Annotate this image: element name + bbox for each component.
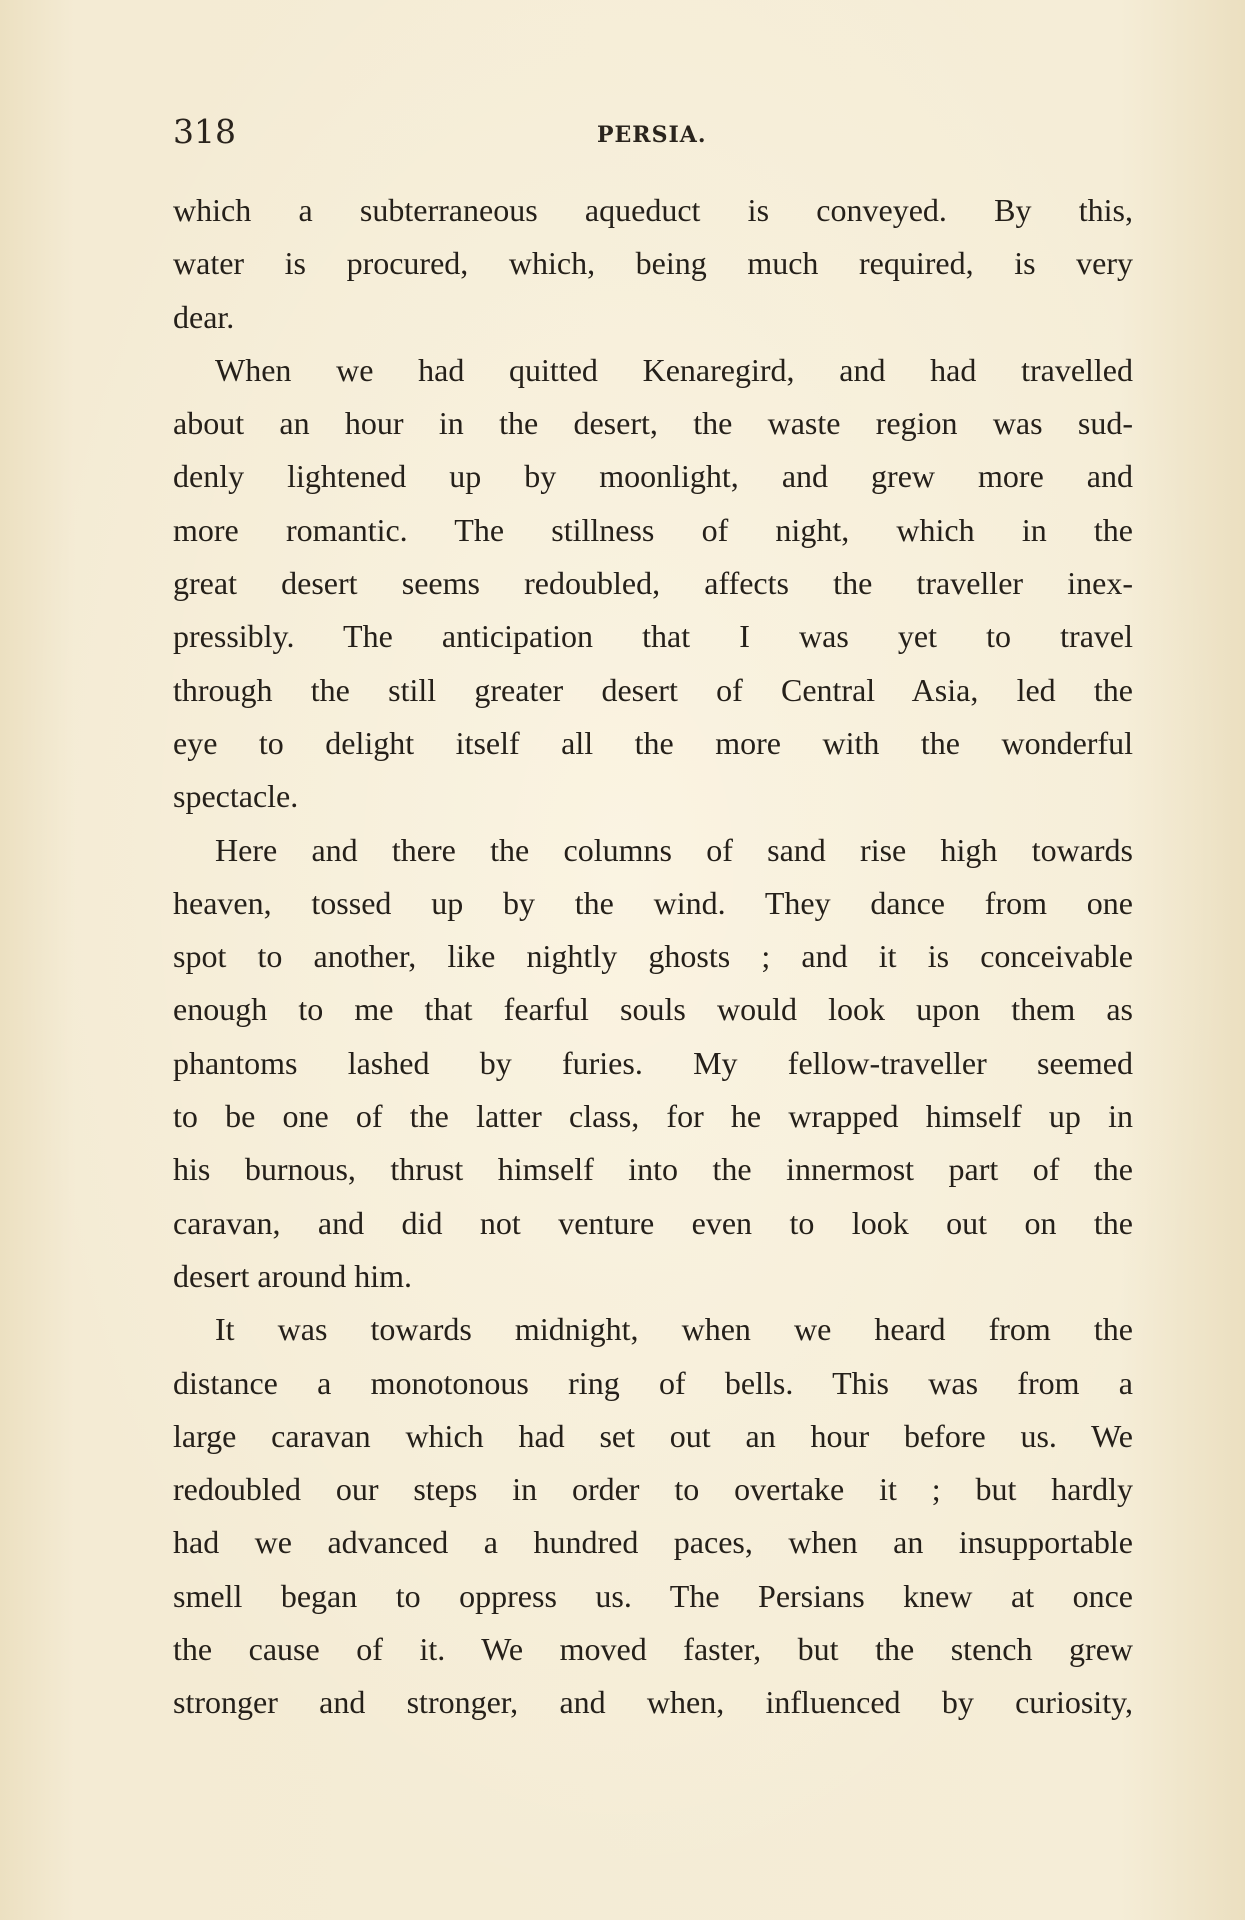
text-line: denly lightened up by moonlight, and grew more and <box>173 458 1133 495</box>
text-line: distance a monotonous ring of bells. This was from a <box>173 1364 1133 1401</box>
text-line: enough to me that fearful souls would look upon them as <box>173 991 1133 1028</box>
text-line: great desert seems redoubled, affects the traveller inex- <box>173 565 1133 602</box>
running-head <box>173 112 1133 162</box>
page-number: 318 <box>173 112 236 151</box>
text-line: the cause of it. We moved faster, but the stench grew <box>173 1631 1133 1668</box>
text-line: It was towards midnight, when we heard from the <box>215 1311 1133 1348</box>
text-line: stronger and stronger, and when, influenced by curiosity, <box>173 1684 1133 1721</box>
text-line: which a subterraneous aqueduct is conveyed. By this, <box>173 192 1133 228</box>
body-text <box>173 184 1133 1730</box>
text-line: caravan, and did not venture even to look out on the <box>173 1204 1133 1241</box>
text-line: more romantic. The stillness of night, which in the <box>173 511 1133 548</box>
text-line: large caravan which had set out an hour before us. We <box>173 1417 1133 1454</box>
text-line: eye to delight itself all the more with the wonderful <box>173 724 1133 761</box>
text-line: water is procured, which, being much required, is very <box>173 245 1133 282</box>
text-line: When we had quitted Kenaregird, and had travelled <box>215 351 1133 388</box>
text-line: heaven, tossed up by the wind. They dance from one <box>173 884 1133 921</box>
text-line: about an hour in the desert, the waste region was sud- <box>173 405 1133 442</box>
text-line: phantoms lashed by furies. My fellow-traveller seemed <box>173 1044 1133 1081</box>
text-line: spot to another, like nightly ghosts ; and it is conceivable <box>173 938 1133 975</box>
text-line: spectacle. <box>173 778 299 815</box>
text-line: pressibly. The anticipation that I was yet to travel <box>173 618 1133 655</box>
text-line: desert around him. <box>173 1257 413 1294</box>
text-line: Here and there the columns of sand rise high towards <box>215 831 1133 868</box>
text-line: smell began to oppress us. The Persians knew at once <box>173 1577 1133 1614</box>
text-line: his burnous, thrust himself into the innermost part of the <box>173 1151 1133 1188</box>
running-title: PERSIA. <box>597 122 707 148</box>
text-line: dear. <box>173 298 235 335</box>
text-line: redoubled our steps in order to overtake it ; but hardly <box>173 1471 1133 1508</box>
text-line: to be one of the latter class, for he wrapped himself up in <box>173 1098 1133 1135</box>
text-line: through the still greater desert of Central Asia, led the <box>173 671 1133 708</box>
text-line: had we advanced a hundred paces, when an insupportable <box>173 1524 1133 1561</box>
